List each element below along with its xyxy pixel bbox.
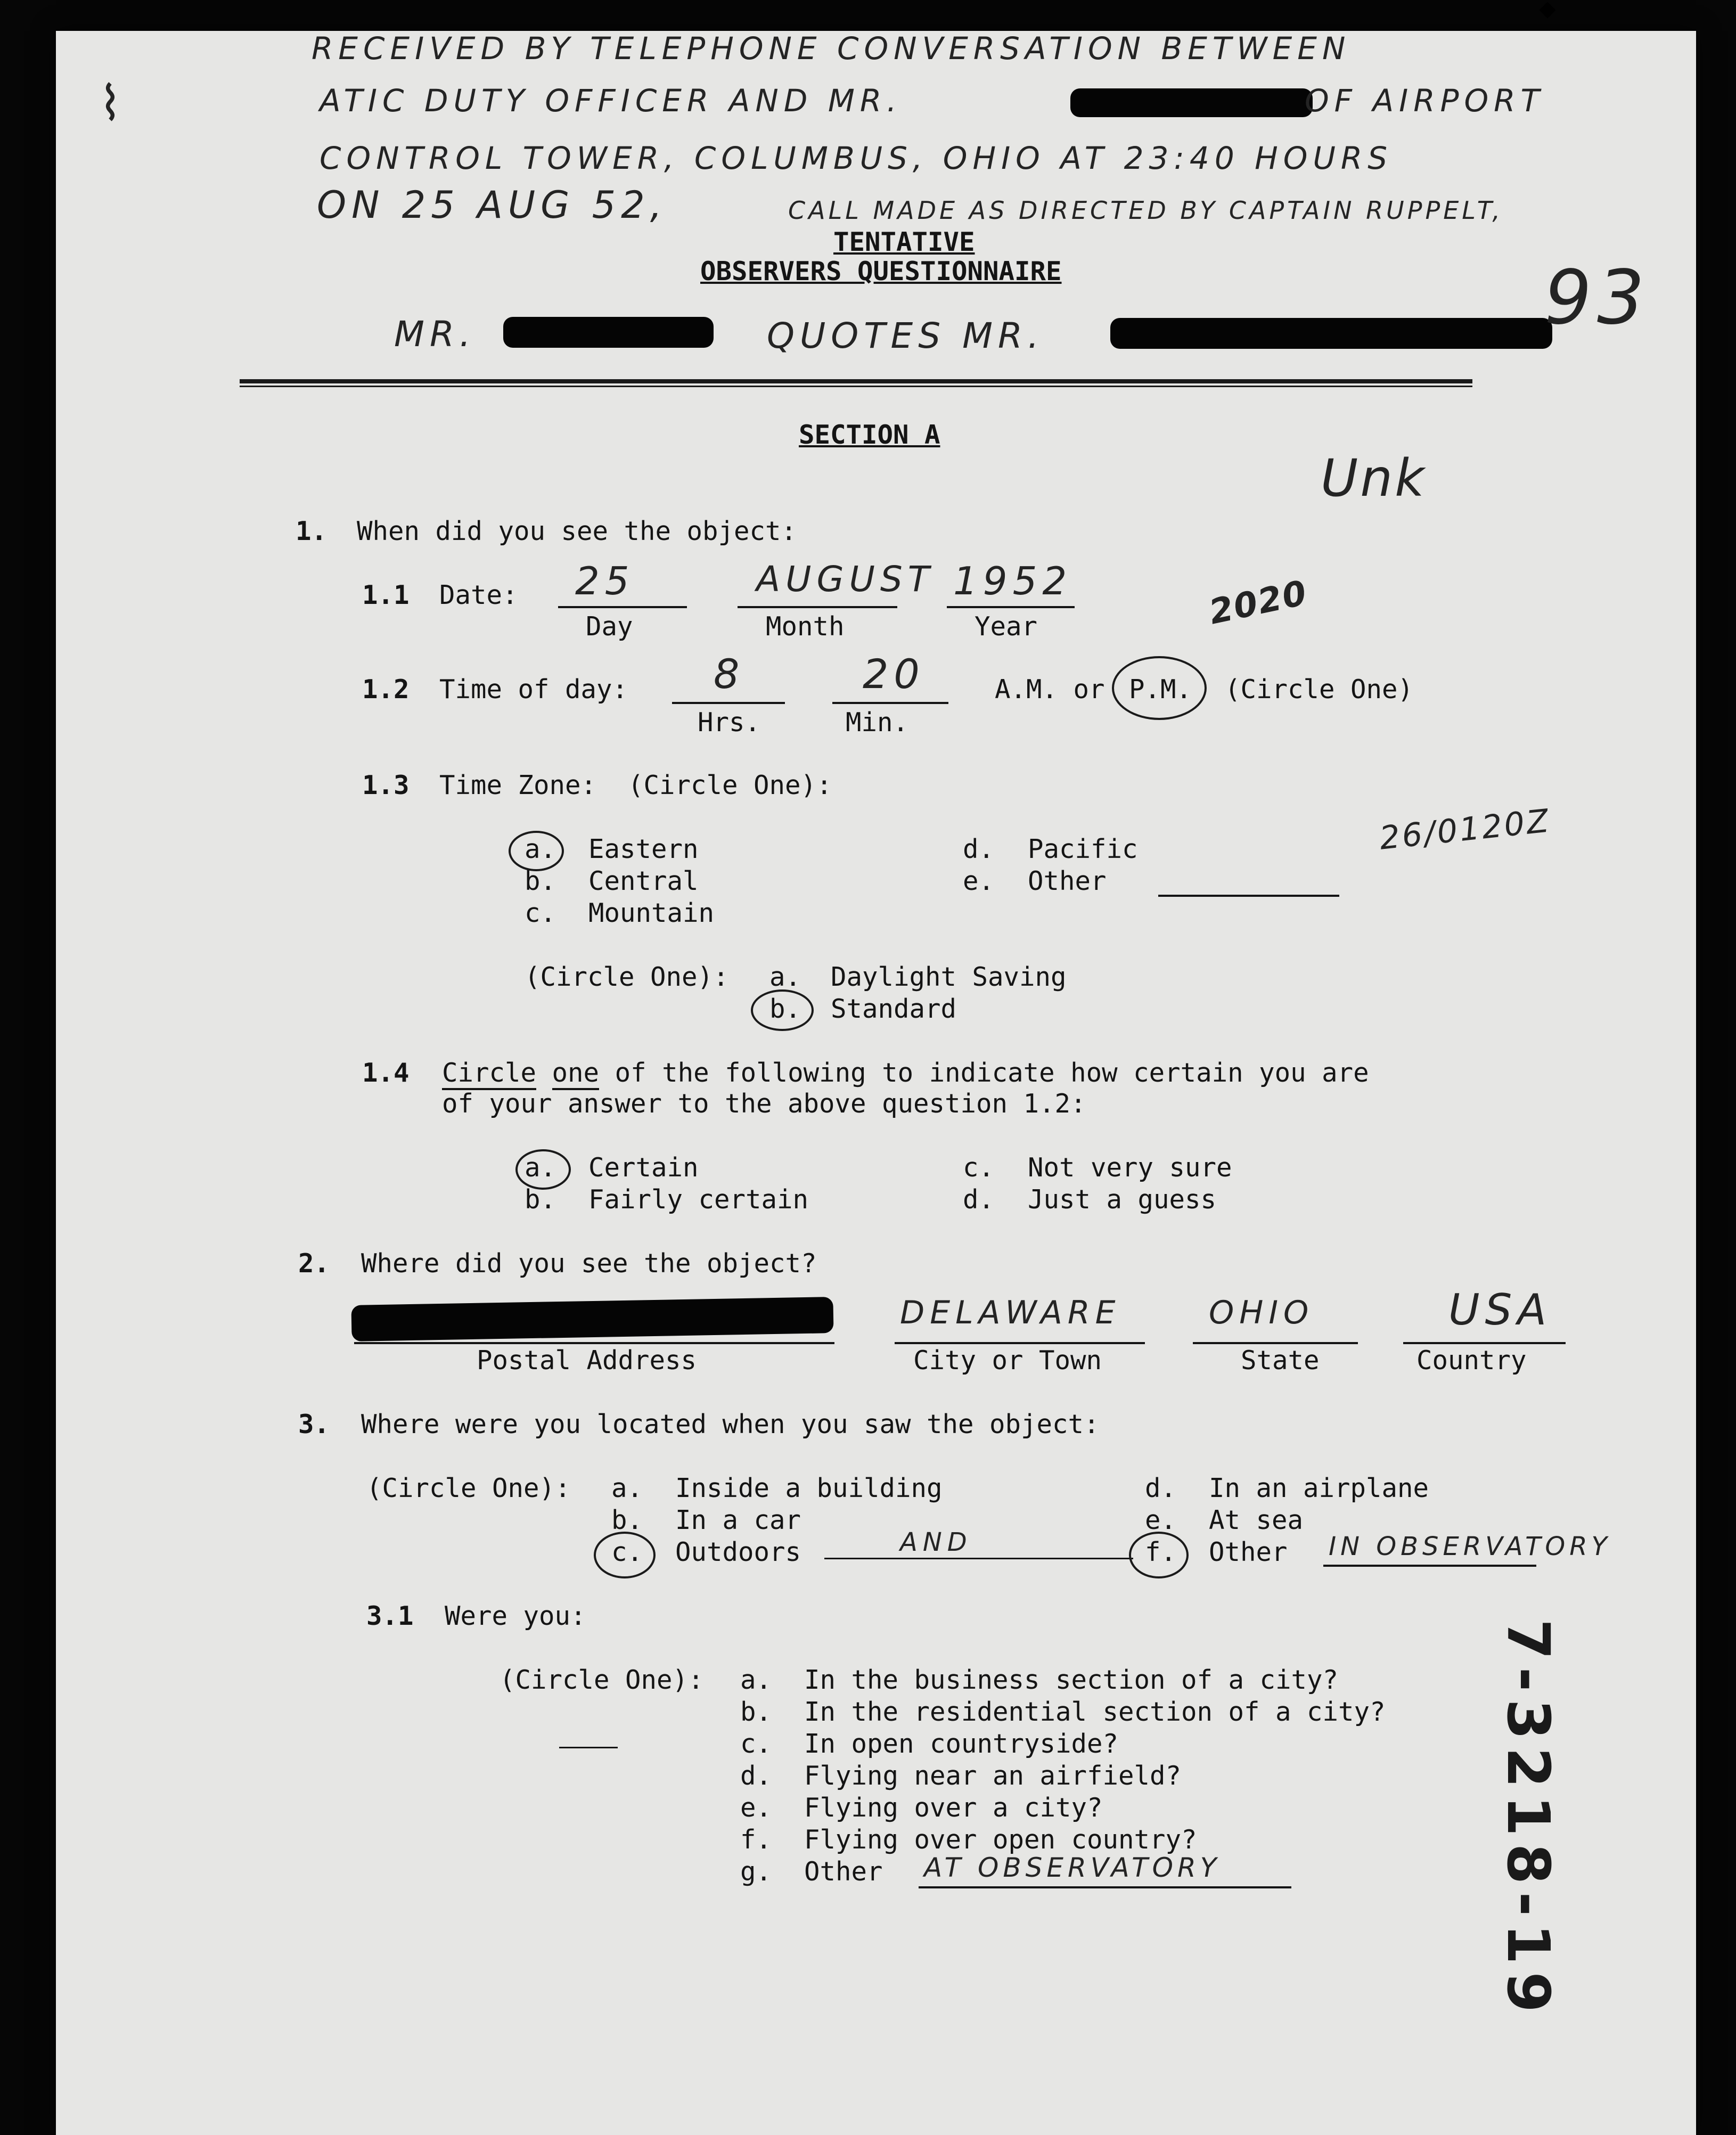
location-option-label: In a car bbox=[675, 1505, 801, 1535]
were-you-other-line bbox=[919, 1886, 1291, 1888]
were-you-option-key: e. bbox=[740, 1793, 772, 1823]
handwritten-header-line2a: ATIC DUTY OFFICER AND MR. bbox=[320, 83, 902, 119]
location-option-label: At sea bbox=[1209, 1505, 1304, 1535]
city-label: City or Town bbox=[913, 1345, 1102, 1376]
q3-number: 3. bbox=[298, 1409, 330, 1439]
outdoors-circle-mark bbox=[594, 1532, 656, 1578]
section-heading: SECTION A bbox=[799, 420, 940, 450]
q1-3-label: Time Zone: (Circle One): bbox=[439, 770, 832, 800]
q3-text: Where were you located when you saw the object: bbox=[361, 1409, 1100, 1439]
dst-option-key: b. bbox=[769, 994, 801, 1024]
were-you-option-label: In open countryside? bbox=[804, 1729, 1119, 1759]
margin-note-unk: Unk bbox=[1321, 448, 1427, 508]
margin-note-dtg: 26/0120Z bbox=[1378, 802, 1553, 857]
q1-number: 1. bbox=[296, 516, 327, 546]
q1-3-number: 1.3 bbox=[362, 770, 410, 800]
redaction-bar bbox=[1110, 318, 1552, 349]
location-option-key: e. bbox=[1145, 1505, 1177, 1535]
handwritten-header-line4b: CALL MADE AS DIRECTED BY CAPTAIN RUPPELT, bbox=[788, 196, 1504, 225]
city-line bbox=[895, 1342, 1145, 1344]
date-year-label: Year bbox=[975, 611, 1038, 642]
date-year-value: 1952 bbox=[953, 559, 1072, 603]
were-you-option-label: In the business section of a city? bbox=[804, 1665, 1339, 1695]
tz-option-label: Mountain bbox=[588, 898, 715, 928]
tz-option-label: Other bbox=[1028, 866, 1107, 896]
divider-rule bbox=[240, 379, 1472, 383]
were-you-option-key: b. bbox=[740, 1697, 772, 1727]
country-value: USA bbox=[1448, 1285, 1552, 1335]
handwritten-header-line4a: ON 25 AUG 52, bbox=[317, 183, 667, 227]
postal-address-line bbox=[354, 1342, 834, 1344]
country-line bbox=[1403, 1342, 1566, 1344]
q3-1-number: 3.1 bbox=[366, 1601, 414, 1631]
were-you-option-label: In the residential section of a city? bbox=[804, 1697, 1386, 1727]
dst-option-label: Standard bbox=[831, 994, 957, 1024]
q1-4-text-rest: of the following to indicate how certain you are bbox=[615, 1058, 1369, 1088]
redaction-bar bbox=[1070, 88, 1313, 117]
title-tentative: TENTATIVE bbox=[833, 227, 975, 257]
location-option-key: f. bbox=[1145, 1537, 1177, 1567]
q3-1-circle-label: (Circle One): bbox=[499, 1665, 704, 1695]
postal-address-label: Postal Address bbox=[477, 1345, 697, 1376]
time-min-value: 20 bbox=[863, 650, 925, 698]
location-option-label: Other bbox=[1209, 1537, 1288, 1567]
time-hrs-label: Hrs. bbox=[698, 707, 761, 738]
certainty-option-label: Not very sure bbox=[1028, 1152, 1232, 1183]
time-min-line bbox=[832, 702, 948, 704]
q3-circle-label: (Circle One): bbox=[366, 1473, 571, 1503]
and-note: AND bbox=[900, 1527, 972, 1557]
other-line bbox=[1323, 1565, 1536, 1567]
tz-option-key: a. bbox=[525, 834, 556, 864]
film-edge-mark bbox=[1539, 2, 1555, 18]
were-you-option-key: d. bbox=[740, 1761, 772, 1791]
time-hrs-line bbox=[672, 702, 785, 704]
dst-option-label: Daylight Saving bbox=[831, 962, 1067, 992]
time-am-or: A.M. or bbox=[995, 674, 1105, 705]
and-connector-line bbox=[824, 1558, 1133, 1559]
were-you-other-note: AT OBSERVATORY bbox=[924, 1852, 1221, 1883]
tz-option-label: Pacific bbox=[1028, 834, 1138, 864]
country-label: Country bbox=[1416, 1345, 1527, 1376]
q1-4-one-word: one bbox=[552, 1058, 600, 1090]
date-month-line bbox=[738, 606, 897, 608]
date-year-line bbox=[947, 606, 1075, 608]
certainty-option-label: Just a guess bbox=[1028, 1184, 1217, 1215]
certainty-option-key: c. bbox=[963, 1152, 995, 1183]
q2-number: 2. bbox=[298, 1248, 330, 1279]
certainty-option-key: d. bbox=[963, 1184, 995, 1215]
q1-2-label: Time of day: bbox=[439, 674, 628, 705]
tz-option-key: d. bbox=[963, 834, 995, 864]
standard-circle-mark bbox=[751, 989, 814, 1031]
were-you-option-label: Flying near an airfield? bbox=[804, 1761, 1182, 1791]
tz-option-key: b. bbox=[525, 866, 556, 896]
time-min-label: Min. bbox=[846, 707, 909, 738]
margin-note-time-24h: 2020 bbox=[1206, 573, 1311, 633]
margin-mark-93: 93 bbox=[1544, 255, 1650, 341]
location-option-key: a. bbox=[611, 1473, 643, 1503]
state-value: OHIO bbox=[1209, 1294, 1314, 1331]
were-you-option-key: g. bbox=[740, 1856, 772, 1887]
tz-option-label: Eastern bbox=[588, 834, 699, 864]
certainty-option-label: Fairly certain bbox=[588, 1184, 809, 1215]
certain-circle-mark bbox=[515, 1149, 571, 1190]
state-label: State bbox=[1241, 1345, 1320, 1376]
certainty-option-key: b. bbox=[525, 1184, 556, 1215]
state-line bbox=[1193, 1342, 1358, 1344]
quotes-mr-b: QUOTES MR. bbox=[767, 315, 1044, 356]
stray-dash bbox=[559, 1747, 618, 1748]
q1-1-number: 1.1 bbox=[362, 580, 410, 610]
tz-option-label: Central bbox=[588, 866, 699, 896]
location-option-key: c. bbox=[611, 1537, 643, 1567]
were-you-option-key: a. bbox=[740, 1665, 772, 1695]
divider-rule bbox=[240, 386, 1472, 387]
margin-file-number: 7-3218-19 bbox=[1494, 1619, 1562, 2021]
location-option-label: Inside a building bbox=[675, 1473, 943, 1503]
handwritten-header-line1: RECEIVED BY TELEPHONE CONVERSATION BETWEEN bbox=[312, 30, 1351, 67]
margin-scribble: ⌇ bbox=[99, 76, 127, 132]
dst-circle-label: (Circle One): bbox=[525, 962, 729, 992]
date-day-label: Day bbox=[586, 611, 633, 642]
location-option-label: Outdoors bbox=[675, 1537, 801, 1567]
location-option-label: In an airplane bbox=[1209, 1473, 1429, 1503]
tz-other-blank-line bbox=[1158, 895, 1339, 897]
q3-1-text: Were you: bbox=[445, 1601, 586, 1631]
time-circle-one: (Circle One) bbox=[1225, 674, 1414, 705]
location-option-key: b. bbox=[611, 1505, 643, 1535]
q1-text: When did you see the object: bbox=[357, 516, 797, 546]
tz-option-key: c. bbox=[525, 898, 556, 928]
certainty-option-key: a. bbox=[525, 1152, 556, 1183]
handwritten-header-line3: CONTROL TOWER, COLUMBUS, OHIO AT 23:40 HOURS bbox=[320, 140, 1393, 176]
were-you-option-label: Other bbox=[804, 1856, 883, 1887]
quotes-mr-a: MR. bbox=[394, 314, 476, 355]
date-day-value: 25 bbox=[575, 559, 635, 603]
other-circle-mark bbox=[1129, 1532, 1189, 1578]
were-you-option-key: c. bbox=[740, 1729, 772, 1759]
dst-option-key: a. bbox=[769, 962, 801, 992]
location-option-key: d. bbox=[1145, 1473, 1177, 1503]
q1-4-text-line2: of your answer to the above question 1.2: bbox=[442, 1089, 1086, 1119]
time-hrs-value: 8 bbox=[714, 650, 745, 698]
date-month-label: Month bbox=[766, 611, 845, 642]
date-month-value: AUGUST bbox=[756, 559, 935, 600]
handwritten-header-line2b: OF AIRPORT bbox=[1305, 83, 1545, 119]
redaction-bar bbox=[503, 317, 714, 348]
q1-2-number: 1.2 bbox=[362, 674, 410, 705]
q1-4-circle-word: Circle bbox=[442, 1058, 536, 1090]
city-value: DELAWARE bbox=[900, 1294, 1121, 1331]
pm-circle-mark bbox=[1112, 656, 1207, 720]
tz-option-key: e. bbox=[963, 866, 995, 896]
were-you-option-label: Flying over a city? bbox=[804, 1793, 1103, 1823]
were-you-option-label: Flying over open country? bbox=[804, 1825, 1197, 1855]
certainty-option-label: Certain bbox=[588, 1152, 699, 1183]
other-note: IN OBSERVATORY bbox=[1329, 1532, 1611, 1561]
title-observers-questionnaire: OBSERVERS QUESTIONNAIRE bbox=[700, 256, 1062, 287]
eastern-circle-mark bbox=[509, 831, 564, 871]
date-day-line bbox=[558, 606, 687, 608]
time-pm-option: P.M. bbox=[1129, 674, 1192, 705]
q1-4-text-circle bbox=[442, 1060, 1369, 1086]
were-you-option-key: f. bbox=[740, 1825, 772, 1855]
q1-1-label: Date: bbox=[439, 580, 518, 610]
q2-text: Where did you see the object? bbox=[361, 1248, 817, 1279]
q1-4-number: 1.4 bbox=[362, 1058, 410, 1088]
